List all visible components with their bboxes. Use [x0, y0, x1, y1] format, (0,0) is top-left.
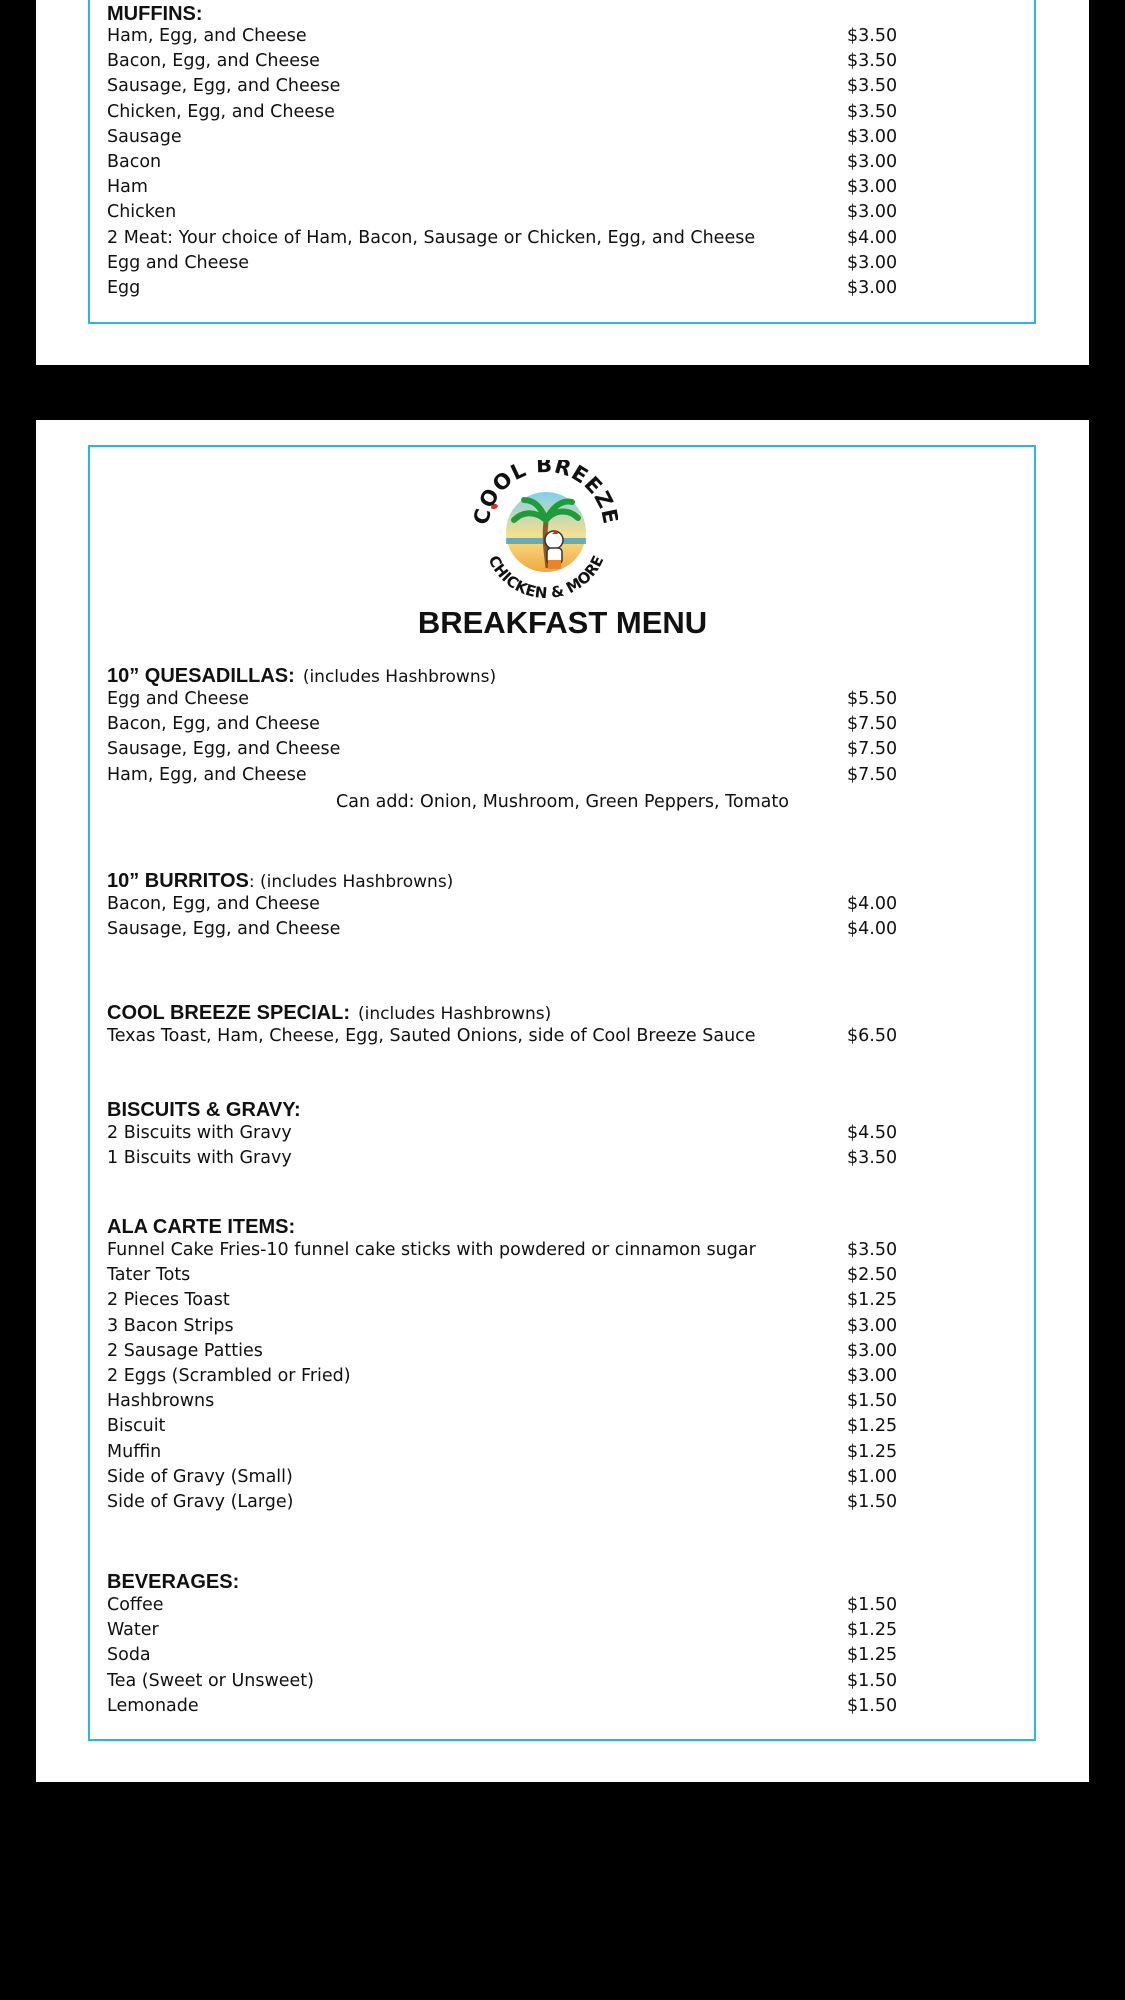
special-list: [107, 1026, 897, 1051]
cool-breeze-logo: [474, 460, 618, 600]
menu-item-price: $4.00: [847, 894, 898, 914]
menu-item-price: $1.25: [847, 1290, 898, 1311]
menu-item-price: $3.50: [847, 26, 898, 46]
alacarte-list: [107, 1240, 897, 1517]
section-title-alacarte: ALA CARTE ITEMS:: [107, 1216, 296, 1238]
menu-item-price: $4.00: [847, 919, 898, 940]
menu-item-name: Sausage, Egg, and Cheese: [107, 76, 341, 97]
menu-item-name: Coffee: [107, 1595, 164, 1615]
menu-item-name: Tater Tots: [107, 1265, 191, 1286]
menu-item-name: 2 Eggs (Scrambled or Fried): [107, 1365, 351, 1386]
menu-item-row: [107, 177, 897, 202]
menu-item-name: 3 Bacon Strips: [107, 1315, 234, 1336]
menu-item-name: 1 Biscuits with Gravy: [107, 1148, 292, 1169]
menu-item-row: [107, 278, 897, 303]
menu-item-row: [107, 253, 897, 278]
menu-item-price: $3.00: [847, 151, 898, 172]
menu-item-name: Egg and Cheese: [107, 689, 250, 709]
section-title-beverages: BEVERAGES:: [107, 1571, 240, 1593]
menu-item-row: [107, 1416, 897, 1441]
menu-item-row: [107, 1123, 897, 1148]
section-note: (includes Hashbrowns): [302, 667, 497, 687]
menu-item-name: Ham, Egg, and Cheese: [107, 764, 307, 785]
menu-item-name: Ham: [107, 177, 148, 198]
menu-item-price: $3.50: [847, 76, 898, 97]
menu-item-row: [107, 1148, 897, 1173]
menu-item-name: Bacon, Egg, and Cheese: [107, 894, 320, 914]
menu-item-row: [107, 26, 897, 51]
menu-item-row: [107, 1492, 897, 1517]
menu-item-row: [107, 228, 897, 253]
addon-note: Can add: Onion, Mushroom, Green Peppers, Tomato: [336, 792, 789, 812]
burritos-list: [107, 894, 897, 944]
menu-item-name: Sausage, Egg, and Cheese: [107, 919, 341, 940]
menu-item-row: [107, 1366, 897, 1391]
menu-item-row: [107, 1696, 897, 1721]
beverages-list: [107, 1595, 897, 1721]
menu-item-name: 2 Biscuits with Gravy: [107, 1123, 292, 1143]
menu-item-row: [107, 1265, 897, 1290]
menu-item-name: Soda: [107, 1645, 151, 1666]
menu-item-price: $3.50: [847, 1148, 898, 1169]
menu-item-name: Bacon, Egg, and Cheese: [107, 51, 320, 72]
menu-item-price: $7.50: [847, 739, 898, 760]
menu-item-row: [107, 1442, 897, 1467]
menu-item-name: Funnel Cake Fries-10 funnel cake sticks with powdered or cinnamon sugar: [107, 1240, 756, 1260]
menu-item-name: 2 Meat: Your choice of Ham, Bacon, Sausage or Chicken, Egg, and Cheese: [107, 227, 756, 248]
menu-item-price: $4.00: [847, 227, 898, 248]
section-title-biscuits: BISCUITS & GRAVY:: [107, 1099, 301, 1121]
menu-item-row: [107, 894, 897, 919]
menu-item-price: $1.25: [847, 1441, 898, 1462]
menu-item-price: $7.50: [847, 764, 898, 785]
menu-item-row: [107, 689, 897, 714]
menu-item-price: $3.50: [847, 101, 898, 122]
menu-item-name: Muffin: [107, 1441, 162, 1462]
muffins-list: [107, 26, 897, 303]
section-title-text: 10” BURRITOS: [107, 870, 249, 892]
menu-item-name: Texas Toast, Ham, Cheese, Egg, Sauted Onions, side of Cool Breeze Sauce: [107, 1026, 756, 1046]
section-note: : (includes Hashbrowns): [248, 872, 454, 892]
menu-page-1: [36, 0, 1089, 365]
menu-item-price: $3.00: [847, 252, 898, 273]
menu-item-name: Chicken: [107, 202, 177, 223]
menu-item-row: [107, 1620, 897, 1645]
menu-item-price: $3.00: [847, 1340, 898, 1361]
menu-item-price: $2.50: [847, 1265, 898, 1286]
menu-item-name: Sausage: [107, 126, 182, 147]
menu-item-price: $1.50: [847, 1391, 898, 1412]
menu-item-row: [107, 714, 897, 739]
menu-item-name: Sausage, Egg, and Cheese: [107, 739, 341, 760]
menu-item-price: $3.00: [847, 1365, 898, 1386]
menu-item-name: Hashbrowns: [107, 1391, 215, 1412]
section-note: (includes Hashbrowns): [358, 1004, 552, 1024]
menu-item-name: Bacon: [107, 151, 162, 172]
menu-item-name: Biscuit: [107, 1416, 166, 1437]
menu-item-row: [107, 1341, 897, 1366]
menu-item-price: $7.50: [847, 714, 898, 735]
menu-item-name: 2 Sausage Patties: [107, 1340, 263, 1361]
menu-item-row: [107, 739, 897, 764]
menu-item-price: $1.50: [847, 1491, 898, 1512]
menu-item-name: 2 Pieces Toast: [107, 1290, 230, 1311]
page-title: BREAKFAST MENU: [417, 605, 708, 640]
menu-item-row: [107, 1671, 897, 1696]
menu-item-row: [107, 1026, 897, 1051]
section-title-special: [107, 1001, 551, 1026]
menu-item-price: $1.25: [847, 1620, 898, 1641]
section-title-muffins: MUFFINS:: [107, 3, 203, 25]
menu-item-name: Tea (Sweet or Unsweet): [107, 1670, 314, 1691]
section-title-text: 10” QUESADILLAS:: [107, 665, 295, 687]
logo-bottom-text: CHICKEN & MORE: [484, 552, 608, 600]
menu-item-row: [107, 1316, 897, 1341]
menu-item-price: $3.00: [847, 1315, 898, 1336]
menu-item-row: [107, 1391, 897, 1416]
menu-item-row: [107, 102, 897, 127]
menu-item-row: [107, 51, 897, 76]
menu-item-price: $6.50: [847, 1026, 898, 1046]
menu-item-row: [107, 765, 897, 790]
menu-item-name: Water: [107, 1620, 159, 1641]
logo-top-text: OOL BREEZ: [474, 460, 618, 513]
menu-item-price: $3.50: [847, 51, 898, 72]
menu-item-row: [107, 76, 897, 101]
menu-page-2: [36, 420, 1089, 1782]
menu-item-price: $3.00: [847, 126, 898, 147]
menu-item-name: Ham, Egg, and Cheese: [107, 26, 307, 46]
biscuits-list: [107, 1123, 897, 1173]
section-title-quesadillas: [107, 664, 496, 689]
menu-item-price: $1.50: [847, 1595, 898, 1615]
quesadillas-list: [107, 689, 897, 790]
menu-item-row: [107, 127, 897, 152]
section-title-text: COOL BREEZE SPECIAL:: [107, 1002, 350, 1024]
menu-item-price: $3.50: [847, 1240, 898, 1260]
menu-item-name: Side of Gravy (Large): [107, 1491, 294, 1512]
menu-item-row: [107, 919, 897, 944]
menu-item-name: Bacon, Egg, and Cheese: [107, 714, 320, 735]
menu-item-row: [107, 1645, 897, 1670]
menu-item-price: $1.50: [847, 1695, 898, 1716]
menu-item-row: [107, 1595, 897, 1620]
menu-item-price: $1.25: [847, 1416, 898, 1437]
menu-item-row: [107, 1290, 897, 1315]
menu-item-name: Side of Gravy (Small): [107, 1466, 293, 1487]
menu-item-price: $5.50: [847, 689, 898, 709]
section-title-burritos: [107, 869, 453, 894]
menu-item-price: $1.50: [847, 1670, 898, 1691]
menu-item-price: $3.00: [847, 277, 898, 298]
menu-item-price: $3.00: [847, 202, 898, 223]
menu-item-price: $4.50: [847, 1123, 898, 1143]
menu-item-price: $3.00: [847, 177, 898, 198]
menu-item-name: Chicken, Egg, and Cheese: [107, 101, 335, 122]
menu-item-row: [107, 152, 897, 177]
menu-item-row: [107, 202, 897, 227]
menu-item-price: $1.25: [847, 1645, 898, 1666]
menu-item-name: Egg: [107, 277, 141, 298]
menu-item-price: $1.00: [847, 1466, 898, 1487]
menu-item-name: Lemonade: [107, 1695, 199, 1716]
menu-item-name: Egg and Cheese: [107, 252, 250, 273]
menu-item-row: [107, 1467, 897, 1492]
menu-item-row: [107, 1240, 897, 1265]
